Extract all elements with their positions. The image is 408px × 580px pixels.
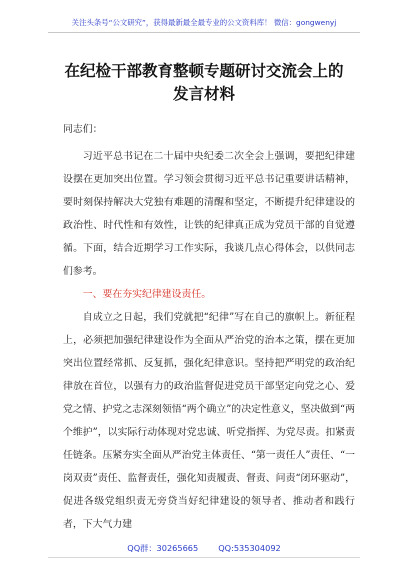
footer-qq-group: QQ群：30265665 bbox=[127, 543, 199, 553]
top-banner bbox=[48, 14, 360, 33]
title-line-1: 在纪检干部教育整顿专题研讨交流会上的 bbox=[64, 62, 344, 80]
banner-text: 关注头条号“公文研究”，获得最新最全最专业的公文资料库！ 微信：gongwenyj bbox=[71, 18, 337, 27]
salutation: 同志们： bbox=[63, 124, 103, 135]
document-title bbox=[40, 60, 368, 106]
footer-qq: QQ:535304092 bbox=[218, 543, 281, 553]
footer-contact bbox=[0, 540, 408, 556]
document-body bbox=[63, 118, 355, 536]
footer-divider bbox=[48, 557, 360, 558]
section-heading: 一、要在夯实纪律建设责任。 bbox=[82, 289, 212, 300]
title-line-2: 发言材料 bbox=[172, 85, 235, 103]
paragraph-body: 自成立之日起，我们党就把“纪律”写在自己的旗帜上。新征程上，必须把加强纪律建设作为全面从严治党的治本之策，摆在更加突出位置经常抓、反复抓，强化纪律意识。坚持把严明党的政治纪律放在首位，以强有力的政治监督促进党员干部坚定向党之心、爱党之情、护党之志深刻领悟“两个确立”的决定性意义，坚决做到“两个维护”，以实际行动体现对党忠诚、听党指挥、为党尽责。扣紧责任链条。压紧夯实全面从严治党主体责任、“第一责任人”责任、“一岗双责”责任、监督责任，强化知责履责、督责、问责“闭环驱动”，促进各级党组织责无旁贷当好纪律建设的领导者、推动者和践行者，下大气力建 bbox=[63, 312, 355, 530]
paragraph-intro: 习近平总书记在二十届中央纪委二次全会上强调，要把纪律建设摆在更加突出位置。学习领会贯彻习近平总书记重要讲话精神，要时刻保持解决大党独有难题的清醒和坚定，不断提升纪律建设的政治性、时代性和有效性，让铁的纪律真正成为党员干部的自觉遵循。下面，结合近期学习工作实际，我谈几点心得体会，以供同志们参考。 bbox=[63, 151, 355, 277]
